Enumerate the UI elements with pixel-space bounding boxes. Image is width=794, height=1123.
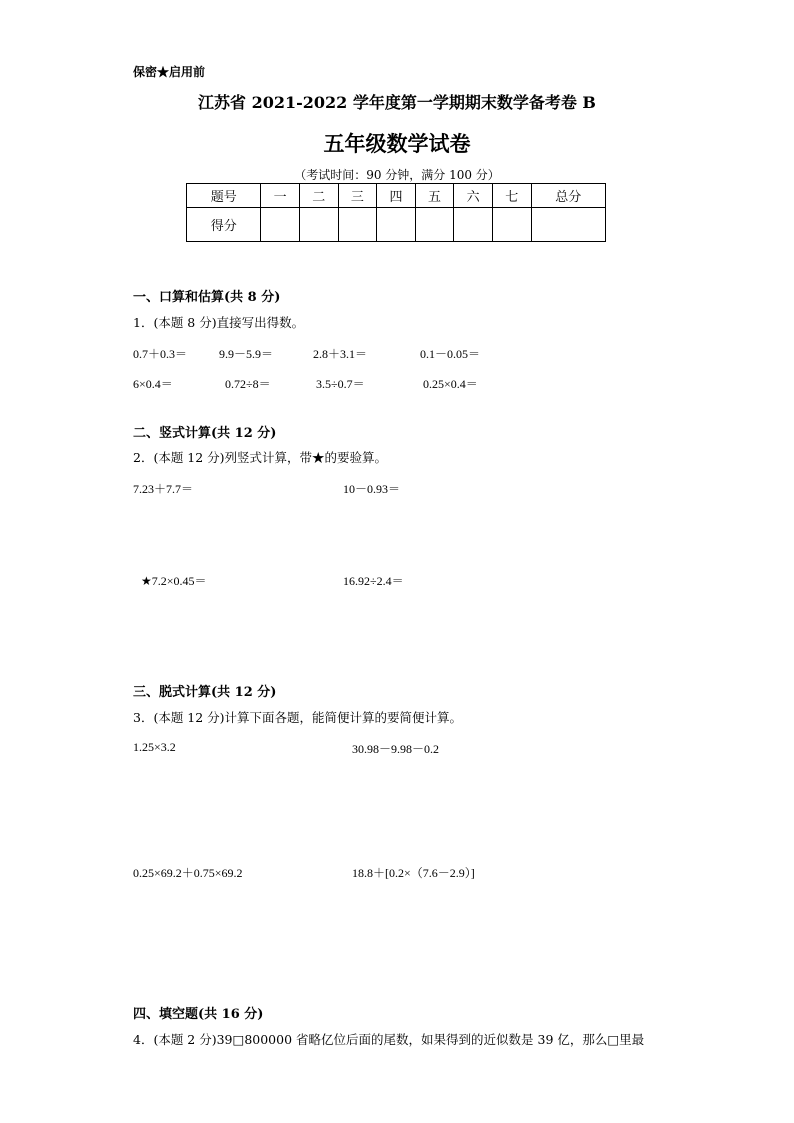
score-table-score-row [187, 208, 606, 242]
score-table-header-row [187, 184, 606, 208]
table-cell: 三 [338, 184, 377, 208]
score-cell [338, 208, 377, 242]
math-item: ★7.2×0.45＝ [141, 574, 207, 588]
exam-info: （考试时间：90 分钟，满分 100 分） [294, 168, 500, 182]
math-item: 1.25×3.2 [133, 740, 176, 754]
question-text: 2．(本题 12 分)列竖式计算，带★的要验算。 [133, 450, 388, 465]
exam-title: 江苏省 2021-2022 学年度第一学期期末数学备考卷 B [198, 93, 596, 112]
score-cell [454, 208, 493, 242]
section-heading: 三、脱式计算(共 12 分) [133, 685, 277, 700]
math-item: 0.7＋0.3＝ [133, 347, 188, 361]
score-cell [492, 208, 531, 242]
math-item: 6×0.4＝ [133, 377, 173, 391]
section-heading: 四、填空题(共 16 分) [133, 1007, 264, 1022]
score-table [186, 183, 606, 242]
table-cell: 一 [261, 184, 300, 208]
math-item: 30.98－9.98－0.2 [352, 742, 440, 756]
secret-label: 保密★启用前 [133, 65, 206, 79]
table-cell: 总分 [531, 184, 605, 208]
score-cell [531, 208, 605, 242]
math-item: 0.25×69.2＋0.75×69.2 [133, 866, 243, 880]
score-cell [261, 208, 300, 242]
math-item: 0.25×0.4＝ [423, 377, 478, 391]
math-item: 0.1－0.05＝ [420, 347, 481, 361]
question-text: 3．(本题 12 分)计算下面各题，能简便计算的要简便计算。 [133, 710, 463, 725]
section-heading: 一、口算和估算(共 8 分) [133, 290, 281, 305]
math-item: 2.8＋3.1＝ [313, 347, 368, 361]
table-cell: 得分 [187, 208, 261, 242]
table-cell: 六 [454, 184, 493, 208]
question-text: 4．(本题 2 分)39□800000 省略亿位后面的尾数，如果得到的近似数是 39 亿，那么□里最 [133, 1032, 645, 1047]
math-item: 9.9－5.9＝ [219, 347, 274, 361]
math-item: 10－0.93＝ [343, 482, 401, 496]
math-item: 7.23＋7.7＝ [133, 482, 194, 496]
question-text: 1．(本题 8 分)直接写出得数。 [133, 315, 305, 330]
table-cell: 七 [492, 184, 531, 208]
section-heading: 二、竖式计算(共 12 分) [133, 426, 277, 441]
exam-subtitle: 五年级数学试卷 [323, 131, 471, 156]
math-item: 18.8＋[0.2×（7.6－2.9）] [352, 866, 475, 880]
score-cell [377, 208, 416, 242]
table-cell: 题号 [187, 184, 261, 208]
math-item: 0.72÷8＝ [225, 377, 271, 391]
math-item: 16.92÷2.4＝ [343, 574, 404, 588]
table-cell: 五 [415, 184, 454, 208]
score-cell [415, 208, 454, 242]
math-item: 3.5÷0.7＝ [316, 377, 365, 391]
table-cell: 二 [299, 184, 338, 208]
table-cell: 四 [377, 184, 416, 208]
score-cell [299, 208, 338, 242]
